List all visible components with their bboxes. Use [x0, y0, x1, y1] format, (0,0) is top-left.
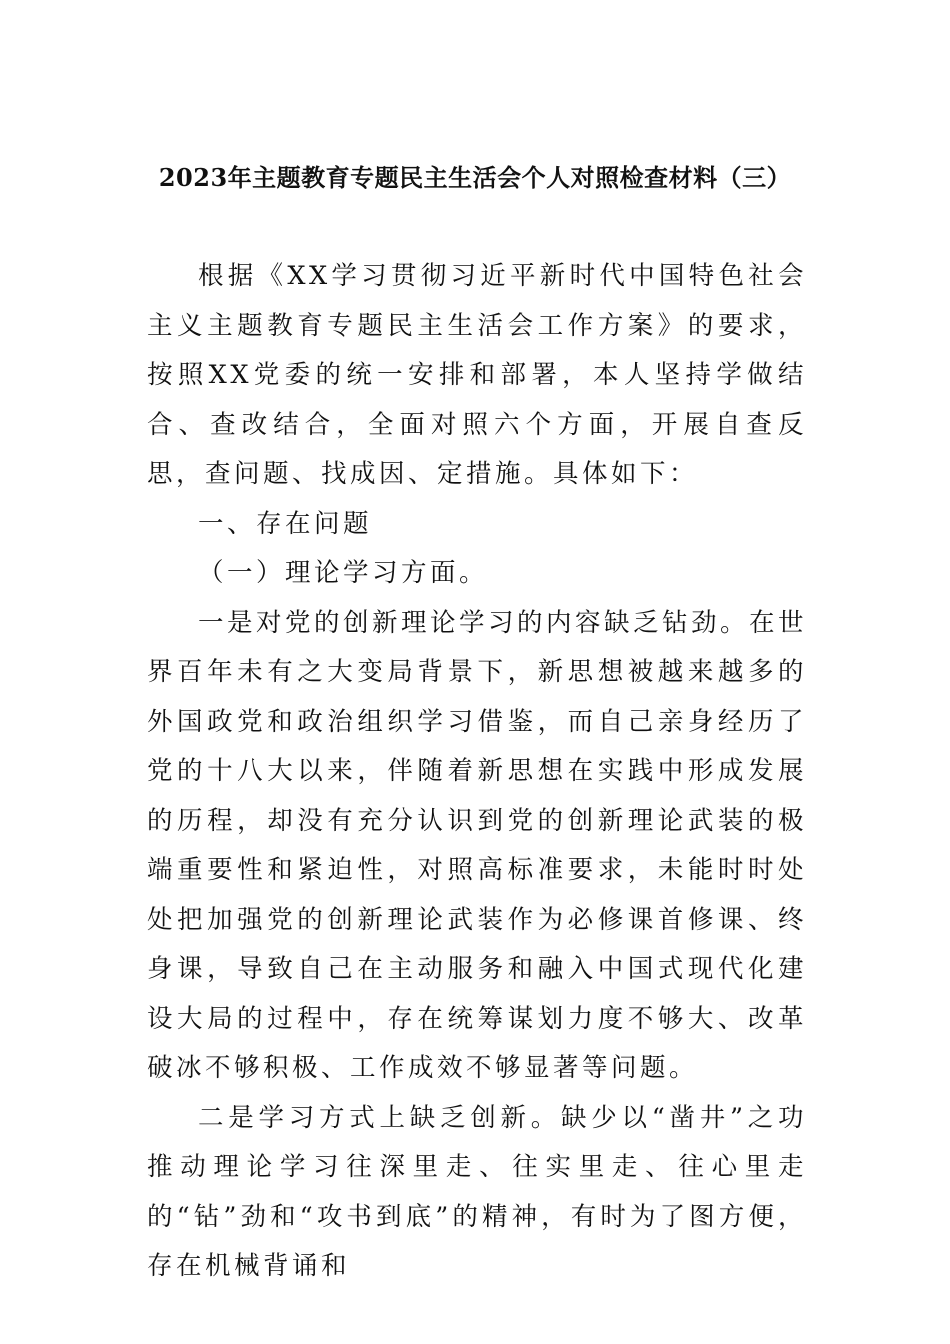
- document-body: [147, 252, 807, 1292]
- section-heading-problems: 一、存在问题: [198, 508, 373, 539]
- paragraph-point-one: 一是对党的创新理论学习的内容缺乏钻劲。在世界百年未有之大变局背景下，新思想被越来越多的外国政党和政治组织学习借鉴，而自己亲身经历了党的十八大以来，伴随着新思想在实践中形成发展的历程，却没有充分认识到党的创新理论武装的极端重要性和紧迫性，对照高标准要求，未能时时处处把加强党的创新理论武装作为必修课首修课、终身课，导致自己在主动服务和融入中国式现代化建设大局的过程中，存在统筹谋划力度不够大、改革破冰不够积极、工作成效不够显著等问题。: [147, 607, 808, 1083]
- subsection-heading-theory-study: （一）理论学习方面。: [198, 558, 489, 588]
- paragraph-intro: 根据《XX学习贯彻习近平新时代中国特色社会主义主题教育专题民主生活会工作方案》的要求，按照XX党委的统一安排和部署，本人坚持学做结合、查改结合，全面对照六个方面，开展自查反思，查问题、找成因、定措施。具体如下：: [147, 261, 807, 489]
- paragraph-point-two: 二是学习方式上缺乏创新。缺少以“凿井”之功推动理论学习往深里走、往实里走、往心里走的“钻”劲和“攻书到底”的精神，有时为了图方便，存在机械背诵和: [147, 1102, 807, 1281]
- document-title: 2023年主题教育专题民主生活会个人对照检查材料（三）: [158, 163, 792, 192]
